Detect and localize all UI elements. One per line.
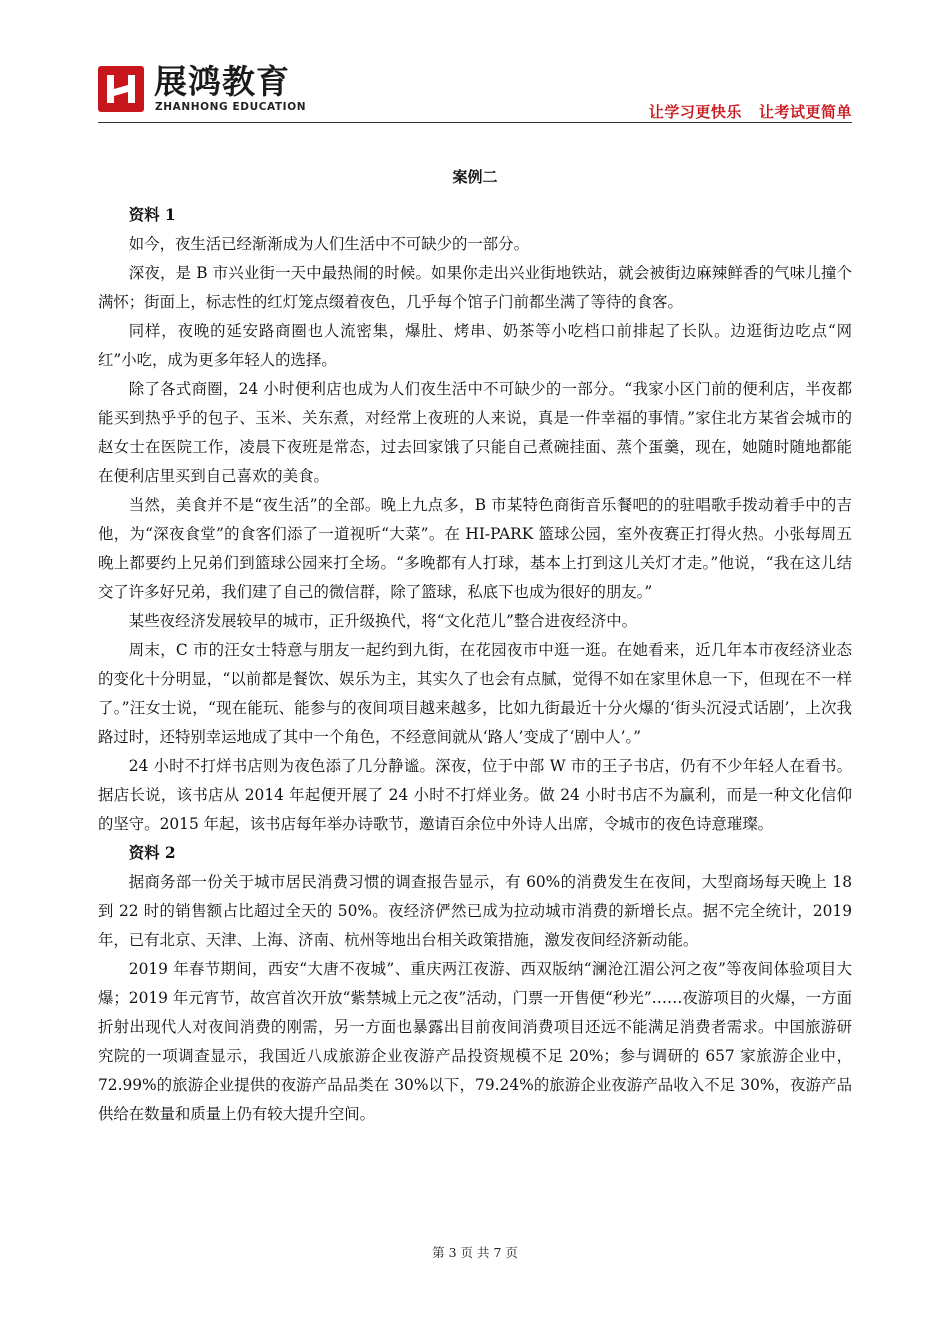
paragraph: 24 小时不打烊书店则为夜色添了几分静谧。深夜，位于中部 W 市的王子书店，仍有不少年轻人在看书。据店长说，该书店从 2014 年起便开展了 24 小时不打烊业务。做 24 小时书店不为赢利，而是一种文化信仰的坚守。2015 年起，该书店每年举办诗歌节，邀请百余位中外诗人出席，令城市的夜色诗意璀璨。	[98, 757, 852, 833]
section-heading: 资料 1	[128, 206, 176, 224]
paragraph: 深夜，是 B 市兴业街一天中最热闹的时候。如果你走出兴业街地铁站，就会被街边麻辣鲜香的气味儿撞个满怀；街面上，标志性的红灯笼点缀着夜色，几乎每个馆子门前都坐满了等待的食客。	[98, 264, 852, 311]
brand-name-cn: 展鸿教育	[154, 62, 290, 101]
header-rule	[98, 122, 852, 123]
page-number: 第 3 页 共 7 页	[432, 1245, 518, 1260]
paragraph: 除了各式商圈，24 小时便利店也成为人们夜生活中不可缺少的一部分。“我家小区门前的便利店，半夜都能买到热乎乎的包子、玉米、关东煮，对经常上夜班的人来说，真是一件幸福的事情。”家住北方某省会城市的赵女士在医院工作，凌晨下夜班是常态，过去回家饿了只能自己煮碗挂面、蒸个蛋羹，现在，她随时随地都能在便利店里买到自己喜欢的美食。	[98, 380, 852, 485]
paragraph: 周末，C 市的汪女士特意与朋友一起约到九街，在花园夜市中逛一逛。在她看来，近几年本市夜经济业态的变化十分明显，“以前都是餐饮、娱乐为主，其实久了也会有点腻，觉得不如在家里休息一下，但现在不一样了。”汪女士说，“现在能玩、能参与的夜间项目越来越多，比如九街最近十分火爆的‘街头沉浸式话剧’，上次我路过时，还特别幸运地成了其中一个角色，不经意间就从‘路人’变成了‘剧中人’。”	[98, 641, 852, 746]
header-slogan: 让学习更快乐 让考试更简单	[648, 103, 852, 121]
paragraph: 某些夜经济发展较早的城市，正升级换代，将“文化范儿”整合进夜经济中。	[128, 612, 638, 630]
paragraph: 同样，夜晚的延安路商圈也人流密集，爆肚、烤串、奶茶等小吃档口前排起了长队。边逛街边吃点“网红”小吃，成为更多年轻人的选择。	[98, 322, 852, 369]
brand-name-en: ZHANHONG EDUCATION	[155, 101, 307, 113]
paragraph: 当然，美食并不是“夜生活”的全部。晚上九点多，B 市某特色商街音乐餐吧的的驻唱歌手拨动着手中的吉他，为“深夜食堂”的食客们添了一道视听“大菜”。在 HI-PARK 篮球公园，室外夜赛正打得火热。小张每周五晚上都要约上兄弟们到篮球公园来打全场。“多晚都有人打球，基本上打到这儿关灯才走。”他说，“我在这儿结交了许多好兄弟，我们建了自己的微信群，除了篮球，私底下也成为很好的朋友。”	[98, 496, 852, 601]
case-title: 案例二	[452, 168, 498, 186]
page-header	[98, 62, 852, 124]
paragraph: 如今，夜生活已经渐渐成为人们生活中不可缺少的一部分。	[128, 235, 529, 253]
paragraph: 据商务部一份关于城市居民消费习惯的调查报告显示，有 60%的消费发生在夜间，大型商场每天晚上 18 到 22 时的销售额占比超过全天的 50%。夜经济俨然已成为拉动城市消费的新增长点。据不完全统计，2019 年，已有北京、天津、上海、济南、杭州等地出台相关政策措施，激发夜间经济新动能。	[98, 873, 852, 949]
document-body	[98, 163, 852, 1129]
paragraph: 2019 年春节期间，西安“大唐不夜城”、重庆两江夜游、西双版纳“澜沧江湄公河之夜”等夜间体验项目大爆；2019 年元宵节，故宫首次开放“紫禁城上元之夜”活动，门票一开售便“秒光”……夜游项目的火爆，一方面折射出现代人对夜间消费的刚需，另一方面也暴露出目前夜间消费项目还远不能满足消费者需求。中国旅游研究院的一项调查显示，我国近八成旅游企业夜游产品投资规模不足 20%；参与调研的 657 家旅游企业中，72.99%的旅游企业提供的夜游产品品类在 30%以下，79.24%的旅游企业夜游产品收入不足 30%，夜游产品供给在数量和质量上仍有较大提升空间。	[98, 960, 852, 1123]
section-heading: 资料 2	[128, 844, 176, 862]
zhanhong-logo-icon	[98, 66, 144, 112]
